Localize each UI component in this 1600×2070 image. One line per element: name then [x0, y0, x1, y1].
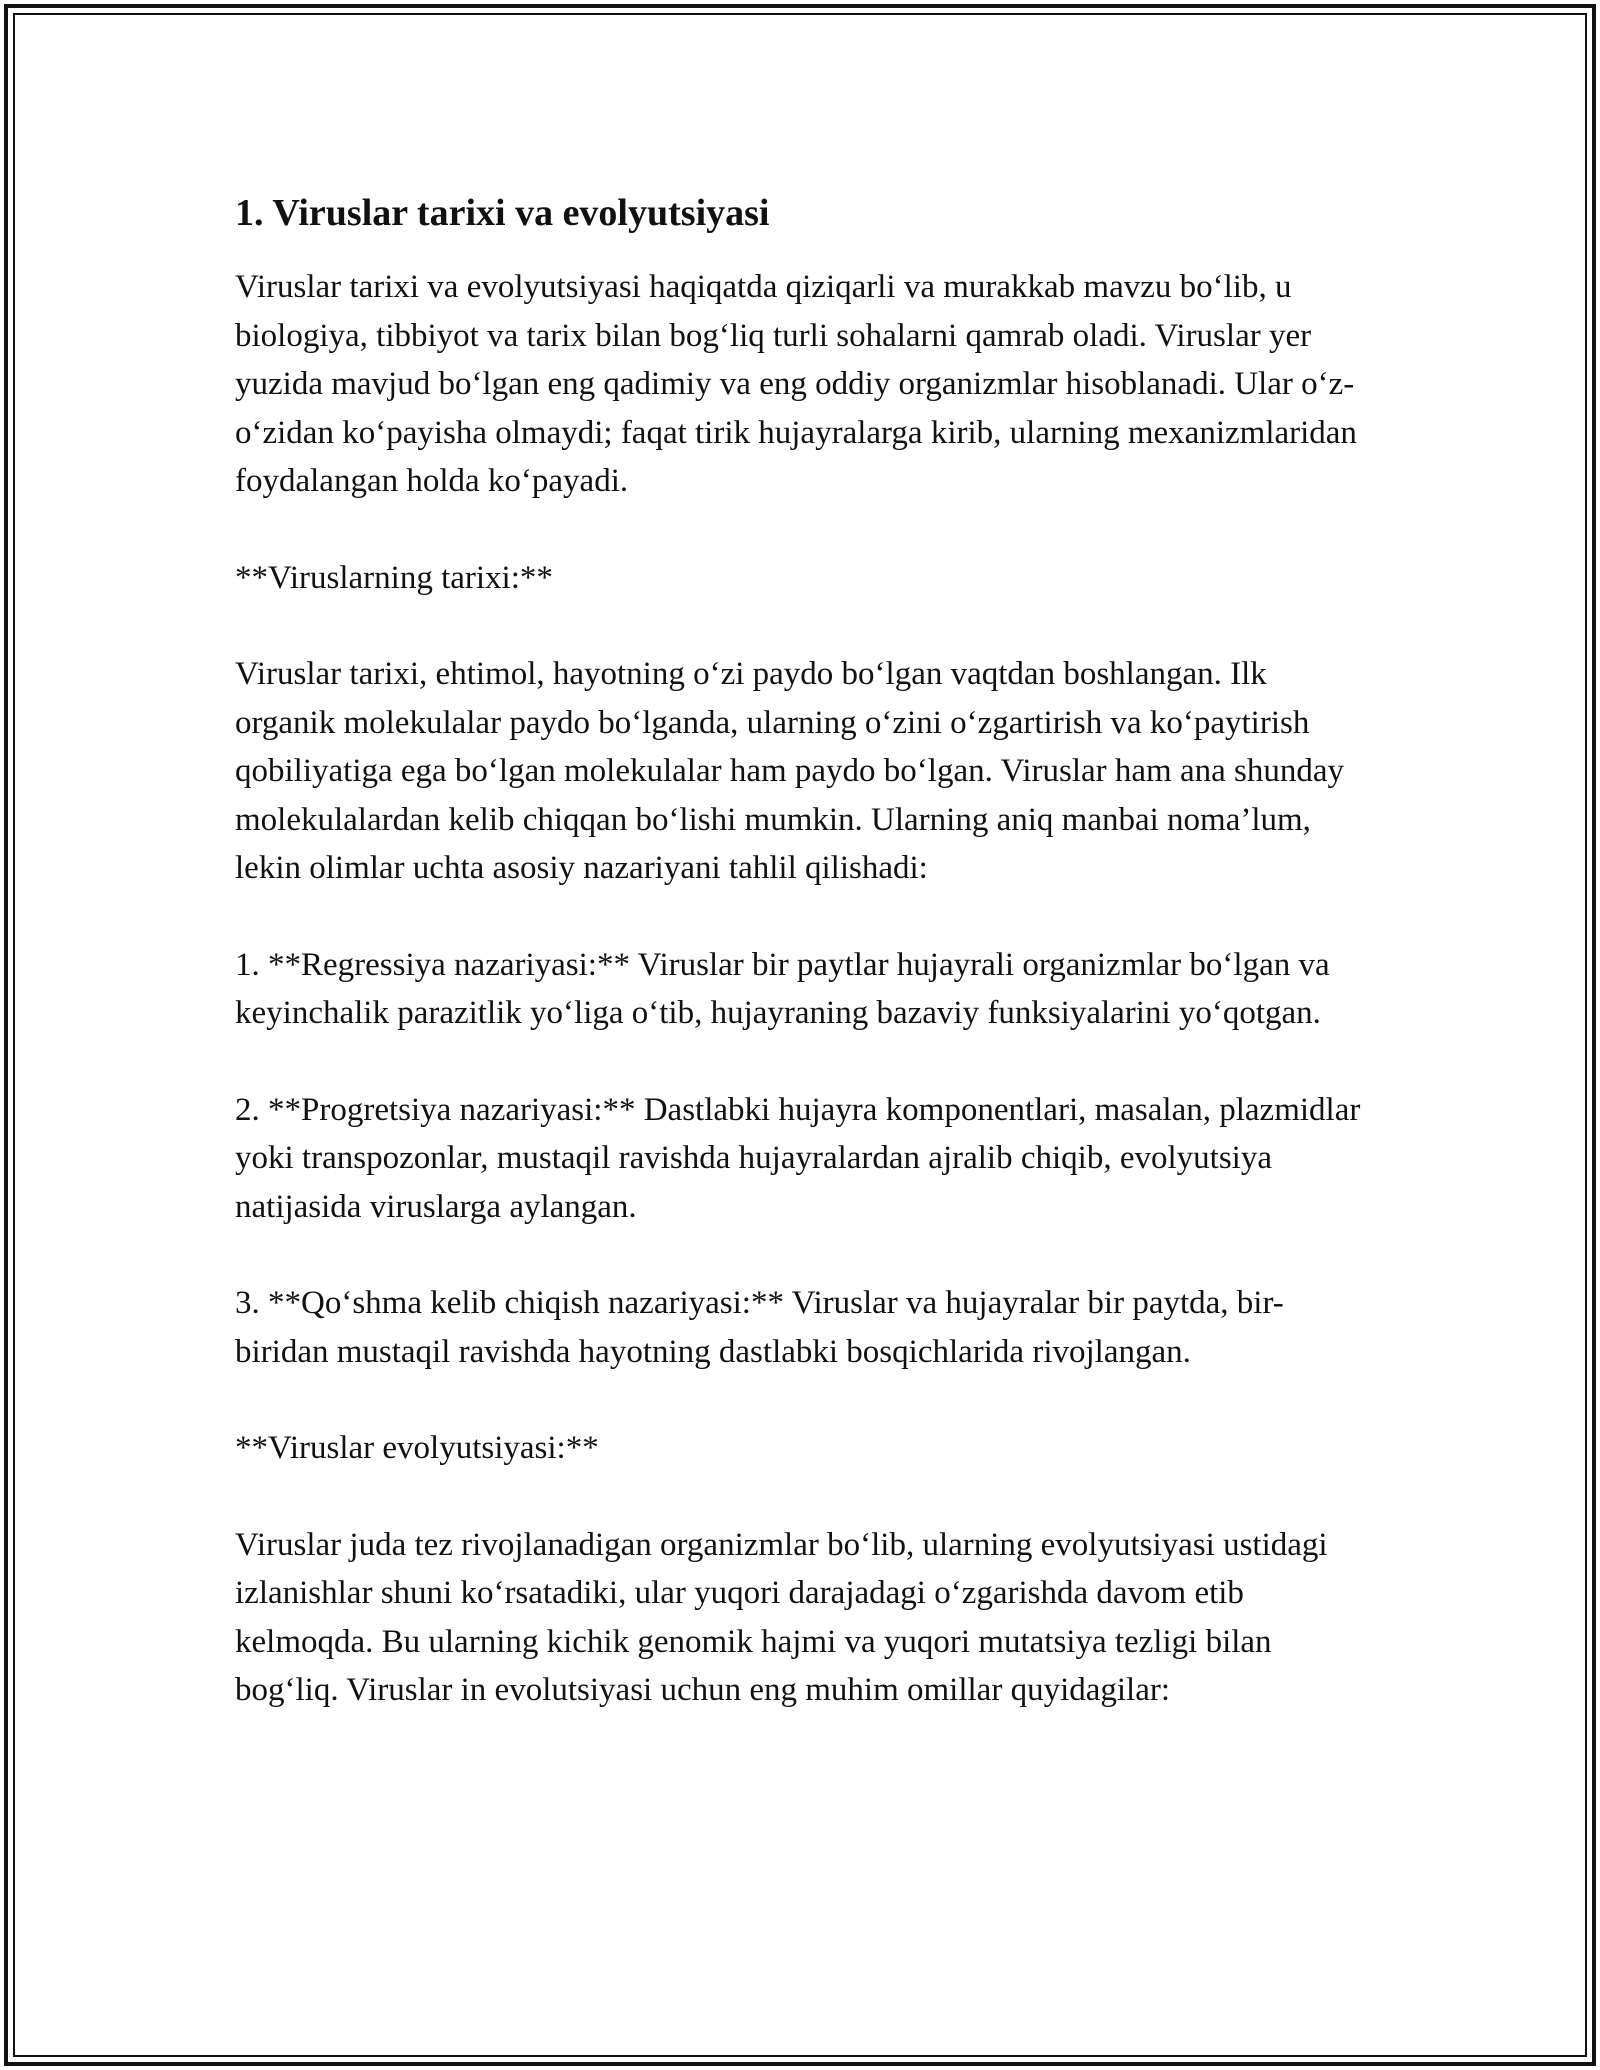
subheading-evolution: **Viruslar evolyutsiyasi:** — [235, 1430, 599, 1466]
section-heading: 1. Viruslar tarixi va evolyutsiyasi — [235, 192, 770, 234]
evolution-paragraph: Viruslar juda tez rivojlanadigan organizmlar bo‘lib, ularning evolyutsiyasi ustidagi izlanishlar shuni ko‘rsatadiki, ular yuqori darajadagi o‘zgarishda davom etib kelmoqda. Bu ularning kichik genomik hajmi va yuqori mutatsiya tezligi bilan bog‘liq. Viruslar in evolutsiyasi uchun eng muhim omillar quyidagilar: — [235, 1526, 1328, 1708]
theory-coevolution: 3. **Qo‘shma kelib chiqish nazariyasi:** Viruslar va hujayralar bir paytda, bir-biridan mustaqil ravishda hayotning dastlabki bosqichlarida rivojlangan. — [235, 1285, 1284, 1370]
intro-paragraph: Viruslar tarixi va evolyutsiyasi haqiqatda qiziqarli va murakkab mavzu bo‘lib, u biologiya, tibbiyot va tarix bilan bog‘liq turli sohalarni qamrab oladi. Viruslar yer yuzida mavjud bo‘lgan eng qadimiy va eng oddiy organizmlar hisoblanadi. Ular o‘z-o‘zidan ko‘payisha olmaydi; faqat tirik hujayralarga kirib, ularning mexanizmlaridan foydalangan holda ko‘payadi. — [235, 269, 1357, 499]
theory-regression: 1. **Regressiya nazariyasi:** Viruslar bir paytlar hujayrali organizmlar bo‘lgan va keyinchalik parazitlik yo‘liga o‘tib, hujayraning bazaviy funksiyalarini yo‘qotgan. — [235, 946, 1330, 1031]
document-page — [235, 187, 1375, 1763]
history-paragraph: Viruslar tarixi, ehtimol, hayotning o‘zi paydo bo‘lgan vaqtdan boshlangan. Ilk organik molekulalar paydo bo‘lganda, ularning o‘zini o‘zgartirish va ko‘paytirish qobiliyatiga ega bo‘lgan molekulalar ham paydo bo‘lgan. Viruslar ham ana shunday molekulalardan kelib chiqqan bo‘lishi mumkin. Ularning aniq manbai noma’lum, lekin olimlar uchta asosiy nazariyani tahlil qilishadi: — [235, 656, 1345, 886]
theory-progression: 2. **Progretsiya nazariyasi:** Dastlabki hujayra komponentlari, masalan, plazmidlar yoki transpozonlar, mustaqil ravishda hujayralardan ajralib chiqib, evolyutsiya natijasida viruslarga aylangan. — [235, 1091, 1361, 1225]
subheading-history: **Viruslarning tarixi:** — [235, 559, 553, 596]
